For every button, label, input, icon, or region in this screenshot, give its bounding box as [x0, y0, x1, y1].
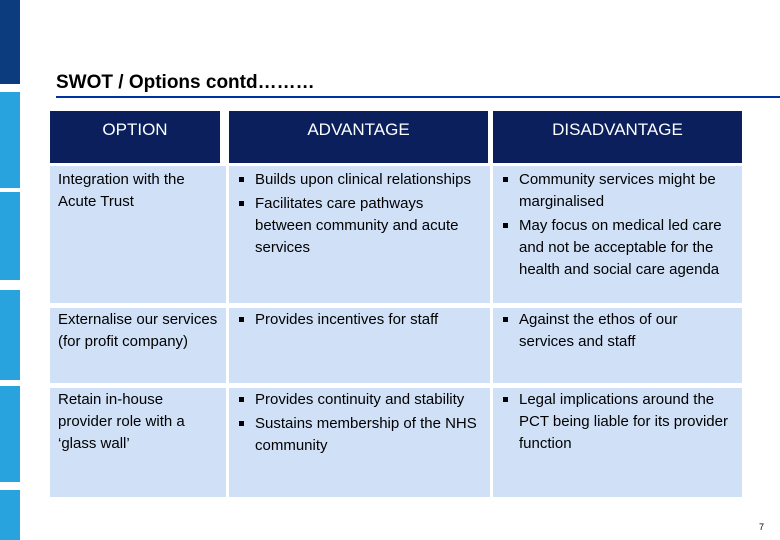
row-3-advantage-list: [229, 389, 490, 457]
row-2-disadvantage-item-1: Against the ethos of our services and staff: [493, 309, 742, 353]
row-2-disadvantage: [493, 308, 742, 383]
row-2-option-text: Externalise our services (for profit company): [58, 311, 218, 350]
row-1-advantage-list: [229, 169, 490, 259]
row-2-option: [50, 308, 226, 383]
row-1-option-text: Integration with the Acute Trust: [58, 171, 185, 210]
page-number: 7: [758, 522, 764, 532]
sidebar-block-light-3: [0, 290, 20, 380]
row-2-advantage-list: [229, 309, 490, 331]
row-1-disadvantage: [493, 166, 742, 303]
row-3-disadvantage-item-1: Legal implications around the PCT being liable for its provider function: [493, 389, 742, 455]
row-1-option: [50, 166, 226, 303]
row-3-advantage: [229, 388, 490, 497]
row-3-advantage-item-2: Sustains membership of the NHS community: [229, 413, 490, 457]
header-option: [50, 111, 220, 163]
sidebar-block-light-4: [0, 386, 20, 482]
row-2-disadvantage-list: [493, 309, 742, 353]
row-2-advantage: [229, 308, 490, 383]
row-1-advantage-item-1: Builds upon clinical relationships: [229, 169, 490, 191]
sidebar-block-light-1: [0, 92, 20, 188]
row-1-advantage-item-2: Facilitates care pathways between community and acute services: [229, 193, 490, 259]
sidebar-block-dark-1: [0, 0, 20, 84]
row-3-option: [50, 388, 226, 497]
row-1-disadvantage-list: [493, 169, 742, 281]
row-1-disadvantage-item-1: Community services might be marginalised: [493, 169, 742, 213]
row-1-disadvantage-item-2: May focus on medical led care and not be acceptable for the health and social care agenda: [493, 215, 742, 281]
row-1-advantage: [229, 166, 490, 303]
title-rule: [56, 96, 780, 98]
slide-title: SWOT / Options contd………: [56, 72, 315, 93]
header-option-label: OPTION: [102, 120, 168, 139]
row-3-disadvantage: [493, 388, 742, 497]
header-disadvantage: [493, 111, 742, 163]
header-disadvantage-label: DISADVANTAGE: [552, 120, 683, 139]
row-3-option-text: Retain in-house provider role with a ‘glass wall’: [58, 391, 185, 452]
header-advantage: [229, 111, 488, 163]
swot-table: [50, 111, 742, 497]
header-advantage-label: ADVANTAGE: [307, 120, 410, 139]
row-3-advantage-item-1: Provides continuity and stability: [229, 389, 490, 411]
sidebar-block-light-2: [0, 192, 20, 280]
row-2-advantage-item-1: Provides incentives for staff: [229, 309, 490, 331]
row-3-disadvantage-list: [493, 389, 742, 455]
sidebar-block-light-5: [0, 490, 20, 540]
